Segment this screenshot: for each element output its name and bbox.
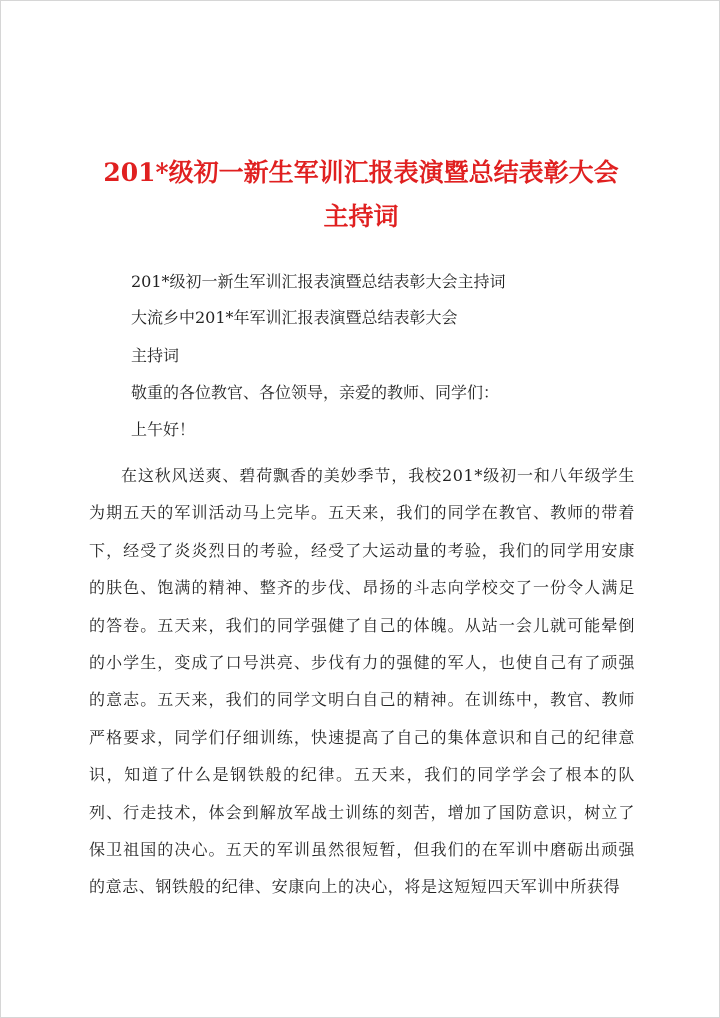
host-script-label: 主持词 [131, 346, 180, 365]
body-paragraph: 在这秋风送爽、碧荷飘香的美妙季节，我校201*级初一和八年级学生为期五天的军训活动马上完毕。五天来，我们的同学在教官、教师的带着下，经受了炎炎烈日的考验，经受了大运动量的考验，我们的同学用安康的肤色、饱满的精神、整齐的步伐、昂扬的斗志向学校交了一份令人满足的答卷。五天来，我们的同学强健了自己的体魄。从站一会儿就可能晕倒的小学生，变成了口号洪亮、步伐有力的强健的军人，也使自己有了顽强的意志。五天来，我们的同学文明白自己的精神。在训练中，教官、教师严格要求，同学们仔细训练，快速提高了自己的集体意识和自己的纪律意识，知道了什么是钢铁般的纪律。五天来，我们的同学学会了根本的队列、行走技术，体会到解放军战士训练的刻苦，增加了国防意识，树立了保卫祖国的决心。五天的军训虽然很短暂，但我们的在军训中磨砺出顽强的意志、钢铁般的纪律、安康向上的决心，将是这短短四天军训中所获得 [89, 466, 635, 897]
greeting-salutation: 敬重的各位教官、各位领导，亲爱的教师、同学们： [131, 383, 500, 402]
subtitle-line: 201*级初一新生军训汇报表演暨总结表彰大会主持词 [131, 272, 506, 291]
document-title-line-1: 201*级初一新生军训汇报表演暨总结表彰大会 [103, 158, 619, 187]
document-title-line-2: 主持词 [323, 202, 399, 231]
school-event-line: 大流乡中201*年军训汇报表演暨总结表彰大会 [131, 308, 458, 327]
greeting-good-morning: 上午好！ [131, 420, 196, 439]
